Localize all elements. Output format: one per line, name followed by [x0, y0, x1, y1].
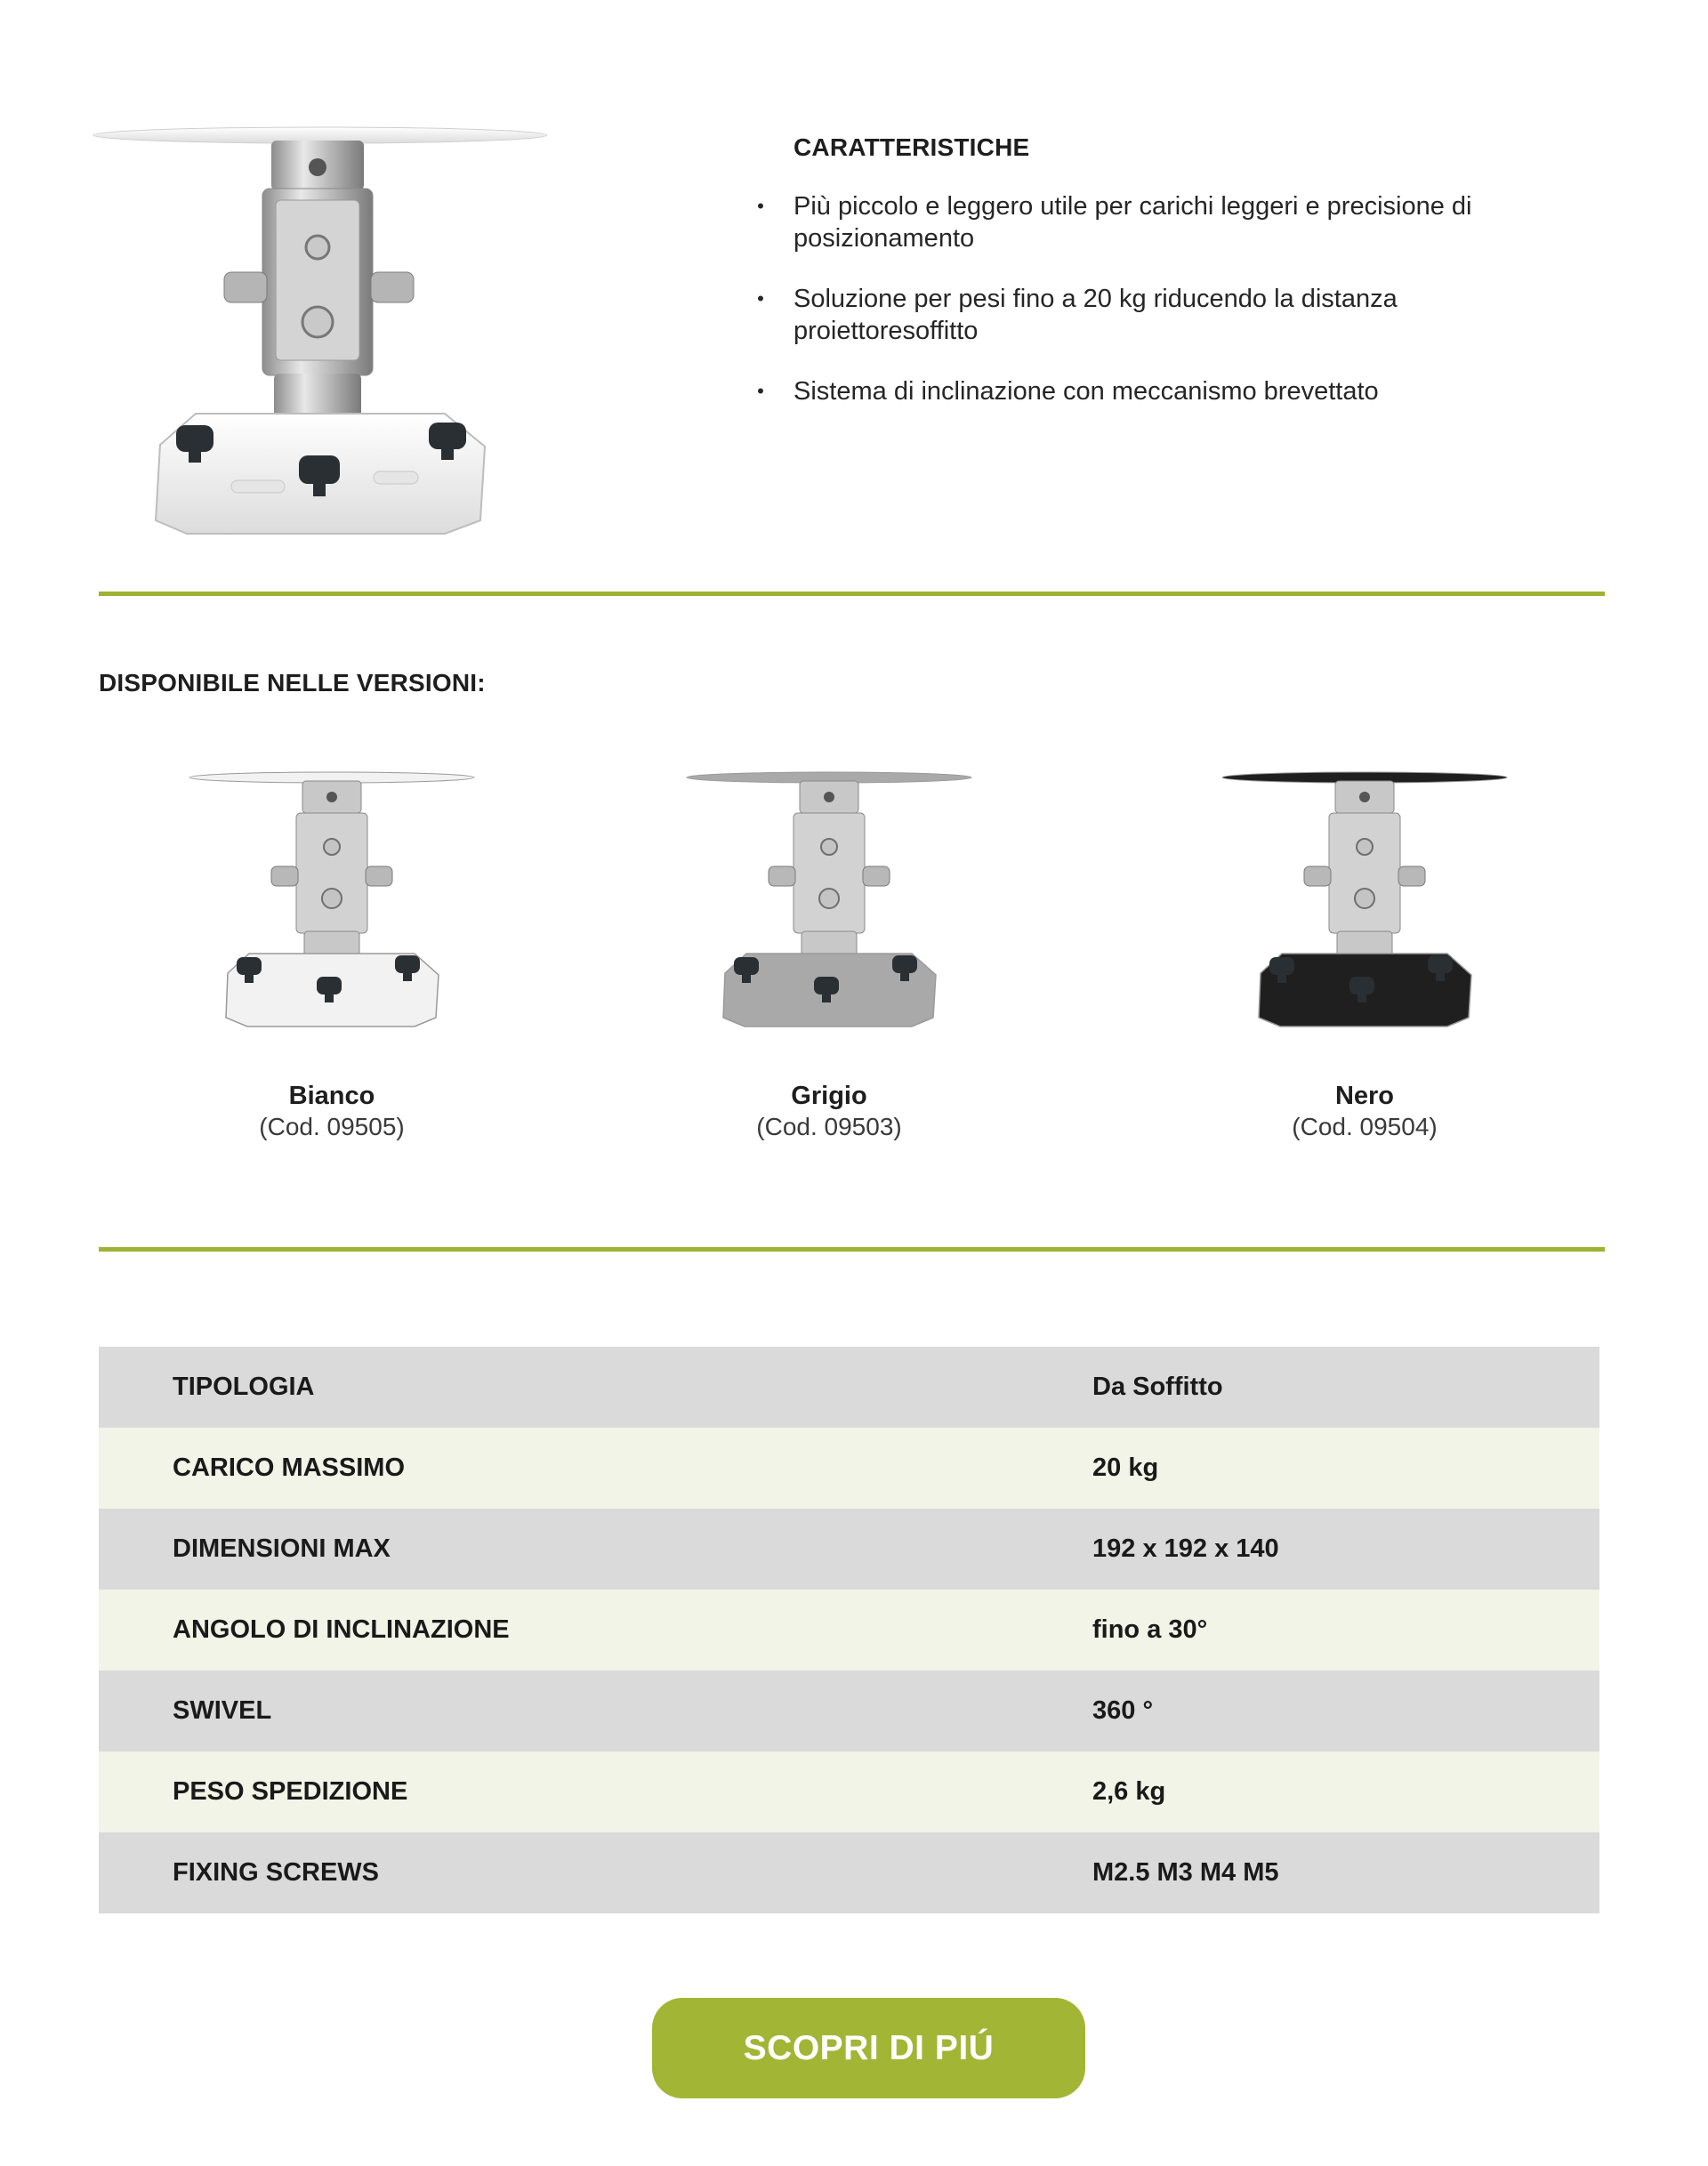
product-image-nero — [1218, 767, 1511, 1034]
section-divider — [99, 1247, 1605, 1252]
spec-label: PESO SPEDIZIONE — [173, 1777, 408, 1806]
variant-code: (Cod. 09503) — [756, 1113, 902, 1140]
spec-value: 20 kg — [1092, 1453, 1159, 1482]
spec-label: TIPOLOGIA — [173, 1373, 315, 1401]
features-list — [752, 190, 1552, 407]
product-image-bianco — [185, 767, 479, 1034]
spec-value: 2,6 kg — [1092, 1777, 1166, 1806]
specs-table — [99, 1347, 1599, 1913]
variant-name: Nero — [1334, 1082, 1395, 1110]
variant-bianco — [172, 767, 492, 1142]
feature-text: Soluzione per pesi fino a 20 kg riducendo la distanza proiettoresoffitto — [794, 285, 1398, 345]
spec-value: Da Soffitto — [1092, 1373, 1223, 1401]
spec-value: M2.5 M3 M4 M5 — [1092, 1858, 1279, 1887]
spec-value: 192 x 192 x 140 — [1092, 1534, 1279, 1563]
bullet-icon: • — [757, 195, 764, 217]
variant-code: (Cod. 09505) — [259, 1113, 405, 1140]
table-row — [99, 1751, 1599, 1832]
discover-more-button[interactable]: SCOPRI DI PIÚ — [652, 1998, 1085, 2098]
feature-text: Più piccolo e leggero utile per carichi leggeri e precisione di posizionamento — [794, 192, 1472, 253]
variant-nero — [1204, 767, 1525, 1142]
feature-text: Sistema di inclinazione con meccanismo brevettato — [794, 377, 1379, 406]
features-title: CARATTERISTICHE — [794, 133, 1030, 161]
spec-label: SWIVEL — [173, 1696, 272, 1725]
variant-code: (Cod. 09504) — [1292, 1113, 1438, 1140]
spec-label: CARICO MASSIMO — [173, 1453, 405, 1482]
spec-value: 360 ° — [1092, 1696, 1154, 1725]
bullet-icon: • — [757, 380, 764, 402]
features-section — [752, 133, 1552, 436]
section-divider — [99, 592, 1605, 596]
spec-label: DIMENSIONI MAX — [173, 1534, 391, 1563]
feature-item — [752, 190, 1552, 254]
spec-label: ANGOLO DI INCLINAZIONE — [173, 1615, 510, 1644]
product-image-bracket — [89, 116, 560, 543]
variant-grigio — [669, 767, 989, 1142]
feature-item — [752, 375, 1552, 407]
table-row — [99, 1428, 1599, 1509]
table-row — [99, 1671, 1599, 1751]
variant-name: Bianco — [288, 1082, 375, 1110]
feature-item — [752, 283, 1552, 347]
bullet-icon: • — [757, 287, 764, 310]
spec-label: FIXING SCREWS — [173, 1858, 380, 1887]
spec-value: fino a 30° — [1092, 1615, 1208, 1644]
table-row — [99, 1590, 1599, 1671]
versions-title: DISPONIBILE NELLE VERSIONI: — [99, 669, 486, 697]
variant-name: Grigio — [791, 1082, 867, 1110]
table-row — [99, 1347, 1599, 1428]
table-row — [99, 1832, 1599, 1913]
table-row — [99, 1509, 1599, 1590]
product-image-grigio — [682, 767, 976, 1034]
